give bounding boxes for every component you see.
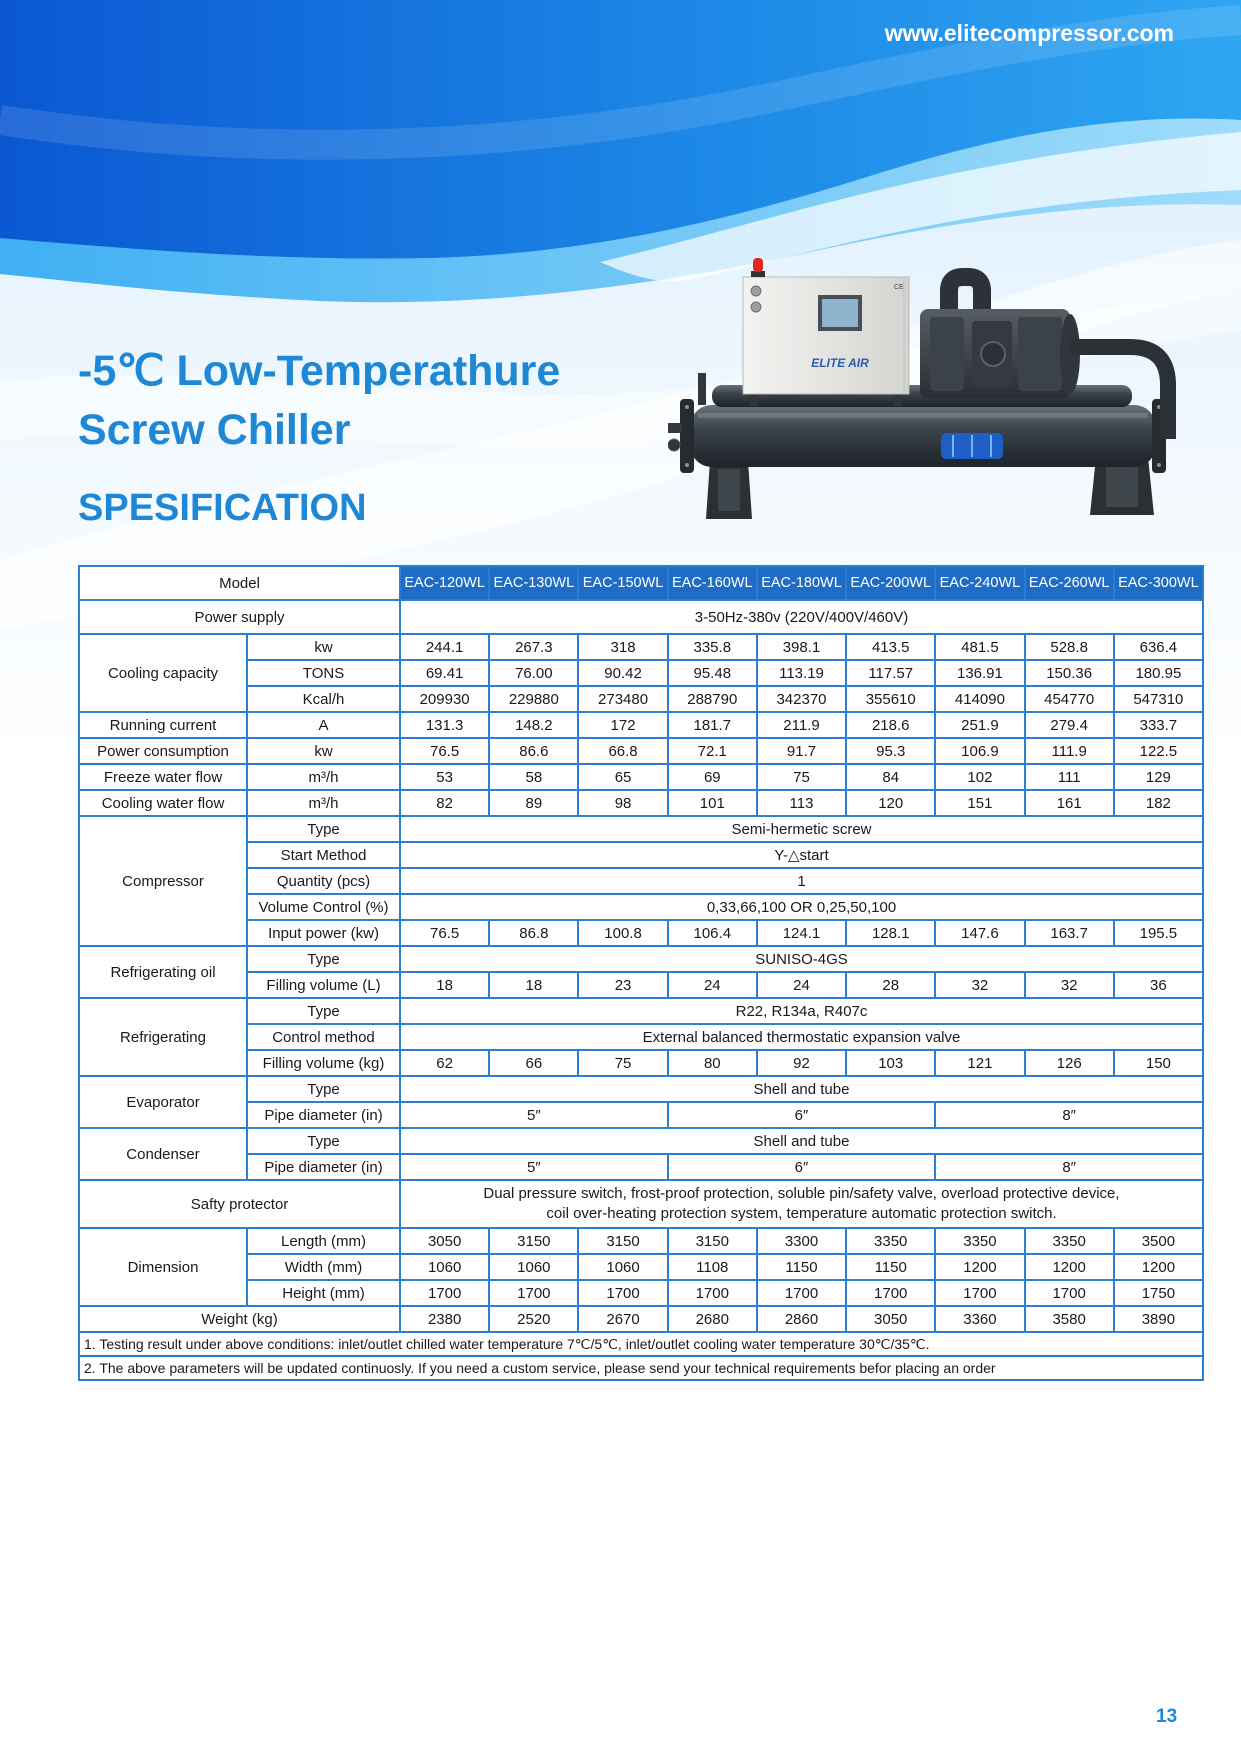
dimension-value: 3350 (846, 1228, 935, 1254)
note-text: 1. Testing result under above conditions: inlet/outlet chilled water temperature 7℃/5℃, inlet/outlet cooling water temperature 30℃/35℃. (79, 1332, 1203, 1356)
model-name: EAC-150WL (578, 566, 667, 600)
compressor-sub-label: Start Method (247, 842, 400, 868)
refrigerating-oil-value: 23 (578, 972, 667, 998)
compressor-value: Y-△start (400, 842, 1203, 868)
weight-label: Weight (kg) (79, 1306, 400, 1332)
evaporator-label: Evaporator (79, 1076, 247, 1128)
condenser-sub-label: Type (247, 1128, 400, 1154)
power-consumption-value: 76.5 (400, 738, 489, 764)
condenser-row (79, 1128, 1203, 1154)
cooling-capacity-value: 335.8 (668, 634, 757, 660)
dimension-value: 1700 (1025, 1280, 1114, 1306)
cooling-capacity-label: Cooling capacity (79, 634, 247, 712)
compressor-value: 76.5 (400, 920, 489, 946)
cooling-capacity-value: 244.1 (400, 634, 489, 660)
cooling-capacity-value: 636.4 (1114, 634, 1203, 660)
dimension-value: 1700 (668, 1280, 757, 1306)
cooling-capacity-value: 273480 (578, 686, 667, 712)
compressor-sub-label: Quantity (pcs) (247, 868, 400, 894)
dimension-value: 3350 (1025, 1228, 1114, 1254)
dimension-value: 1200 (1114, 1254, 1203, 1280)
cooling-capacity-value: 414090 (935, 686, 1024, 712)
cooling-capacity-value: 69.41 (400, 660, 489, 686)
refrigerating-oil-row (79, 946, 1203, 972)
running-current-label: Running current (79, 712, 247, 738)
cooling-capacity-value: 342370 (757, 686, 846, 712)
power-consumption-sub-label: kw (247, 738, 400, 764)
compressor-value: 1 (400, 868, 1203, 894)
freeze-water-flow-value: 58 (489, 764, 578, 790)
running-current-value: 279.4 (1025, 712, 1114, 738)
power-consumption-row (79, 738, 1203, 764)
model-row (79, 566, 1203, 600)
cooling-capacity-value: 136.91 (935, 660, 1024, 686)
power-supply-value: 3-50Hz-380v (220V/400V/460V) (400, 600, 1203, 634)
compressor-sub-label: Input power (kw) (247, 920, 400, 946)
specification-table (78, 565, 1204, 1381)
cooling-water-flow-value: 151 (935, 790, 1024, 816)
dimension-value: 1108 (668, 1254, 757, 1280)
compressor-value: Semi-hermetic screw (400, 816, 1203, 842)
compressor-row (79, 842, 1203, 868)
running-current-value: 218.6 (846, 712, 935, 738)
compressor-label: Compressor (79, 816, 247, 946)
refrigerating-value: 103 (846, 1050, 935, 1076)
cooling-water-flow-value: 82 (400, 790, 489, 816)
refrigerating-sub-label: Type (247, 998, 400, 1024)
model-name: EAC-300WL (1114, 566, 1203, 600)
refrigerating-value: 150 (1114, 1050, 1203, 1076)
safty-protector-label: Safty protector (79, 1180, 400, 1228)
safty-protector-line: coil over-heating protection system, temperature automatic protection switch. (546, 1205, 1057, 1222)
freeze-water-flow-value: 53 (400, 764, 489, 790)
model-name: EAC-240WL (935, 566, 1024, 600)
refrigerating-label: Refrigerating (79, 998, 247, 1076)
compressor-value: 124.1 (757, 920, 846, 946)
evaporator-value: 8″ (935, 1102, 1203, 1128)
compressor-value: 147.6 (935, 920, 1024, 946)
weight-value: 3580 (1025, 1306, 1114, 1332)
cooling-capacity-value: 481.5 (935, 634, 1024, 660)
power-supply-row (79, 600, 1203, 634)
refrigerating-value: 80 (668, 1050, 757, 1076)
page-title-line-1: -5℃ Low-Temperathure (78, 347, 561, 395)
safty-protector-value (400, 1180, 1203, 1228)
evaporator-row (79, 1102, 1203, 1128)
refrigerating-oil-value: 24 (757, 972, 846, 998)
screw-compressor (920, 309, 1080, 399)
cooling-water-flow-value: 120 (846, 790, 935, 816)
cooling-water-flow-row (79, 790, 1203, 816)
power-supply-label: Power supply (79, 600, 400, 634)
refrigerating-value: 66 (489, 1050, 578, 1076)
cooling-capacity-value: 398.1 (757, 634, 846, 660)
specification-table-body (79, 566, 1203, 1380)
running-current-value: 172 (578, 712, 667, 738)
evaporator-value: 5″ (400, 1102, 668, 1128)
running-current-sub-label: A (247, 712, 400, 738)
dimension-value: 1700 (846, 1280, 935, 1306)
cooling-capacity-value: 113.19 (757, 660, 846, 686)
cooling-capacity-value: 288790 (668, 686, 757, 712)
refrigerating-oil-value: 32 (935, 972, 1024, 998)
cooling-capacity-row (79, 660, 1203, 686)
compressor-row (79, 868, 1203, 894)
condenser-row (79, 1154, 1203, 1180)
condenser-sub-label: Pipe diameter (in) (247, 1154, 400, 1180)
freeze-water-flow-value: 75 (757, 764, 846, 790)
cooling-water-flow-value: 161 (1025, 790, 1114, 816)
refrigerating-value: 126 (1025, 1050, 1114, 1076)
chiller-product-image (668, 255, 1183, 525)
running-current-value: 211.9 (757, 712, 846, 738)
dimension-value: 1150 (846, 1254, 935, 1280)
running-current-value: 251.9 (935, 712, 1024, 738)
dimension-value: 3150 (578, 1228, 667, 1254)
power-consumption-value: 91.7 (757, 738, 846, 764)
refrigerating-oil-sub-label: Filling volume (L) (247, 972, 400, 998)
refrigerating-value: 121 (935, 1050, 1024, 1076)
ce-mark: CE (894, 284, 904, 291)
weight-value: 3360 (935, 1306, 1024, 1332)
model-label: Model (79, 566, 400, 600)
compressor-value: 100.8 (578, 920, 667, 946)
freeze-water-flow-sub-label: m³/h (247, 764, 400, 790)
cooling-capacity-sub-label: kw (247, 634, 400, 660)
freeze-water-flow-value: 65 (578, 764, 667, 790)
note-row (79, 1356, 1203, 1380)
running-current-value: 181.7 (668, 712, 757, 738)
weight-row (79, 1306, 1203, 1332)
compressor-row (79, 894, 1203, 920)
power-consumption-value: 86.6 (489, 738, 578, 764)
condenser-value: Shell and tube (400, 1128, 1203, 1154)
cooling-water-flow-value: 101 (668, 790, 757, 816)
condenser-value: 6″ (668, 1154, 936, 1180)
refrigerating-oil-label: Refrigerating oil (79, 946, 247, 998)
compressor-row (79, 816, 1203, 842)
refrigerating-oil-row (79, 972, 1203, 998)
refrigerating-oil-value: 36 (1114, 972, 1203, 998)
selector-knob (751, 302, 761, 312)
cooling-water-flow-value: 89 (489, 790, 578, 816)
dimension-value: 3150 (668, 1228, 757, 1254)
compressor-sub-label: Type (247, 816, 400, 842)
cooling-capacity-row (79, 634, 1203, 660)
cooling-capacity-value: 95.48 (668, 660, 757, 686)
running-current-value: 148.2 (489, 712, 578, 738)
weight-value: 3050 (846, 1306, 935, 1332)
refrigerating-value: 75 (578, 1050, 667, 1076)
weight-value: 2860 (757, 1306, 846, 1332)
note-text: 2. The above parameters will be updated continuosly. If you need a custom service, please send your technical requirements befor placing an order (79, 1356, 1203, 1380)
dimension-value: 3150 (489, 1228, 578, 1254)
section-title: SPESIFICATION (78, 487, 367, 529)
dimension-value: 3350 (935, 1228, 1024, 1254)
cooling-water-flow-value: 113 (757, 790, 846, 816)
compressor-row (79, 920, 1203, 946)
model-name: EAC-260WL (1025, 566, 1114, 600)
dimension-value: 1200 (935, 1254, 1024, 1280)
cooling-capacity-value: 90.42 (578, 660, 667, 686)
dimension-sub-label: Height (mm) (247, 1280, 400, 1306)
website-url: www.elitecompressor.com (884, 20, 1174, 46)
cooling-capacity-value: 454770 (1025, 686, 1114, 712)
evaporator-value: Shell and tube (400, 1076, 1203, 1102)
freeze-water-flow-value: 69 (668, 764, 757, 790)
dimension-value: 1060 (578, 1254, 667, 1280)
compressor-value: 163.7 (1025, 920, 1114, 946)
dimension-value: 3500 (1114, 1228, 1203, 1254)
power-consumption-value: 72.1 (668, 738, 757, 764)
page-title-line-2: Screw Chiller (78, 406, 351, 454)
power-consumption-value: 122.5 (1114, 738, 1203, 764)
model-name: EAC-180WL (757, 566, 846, 600)
refrigerating-row (79, 998, 1203, 1024)
compressor-value: 106.4 (668, 920, 757, 946)
safty-protector-line: Dual pressure switch, frost-proof protection, soluble pin/safety valve, overload protective device, (483, 1185, 1120, 1202)
model-name: EAC-120WL (400, 566, 489, 600)
evaporator-sub-label: Type (247, 1076, 400, 1102)
cooling-capacity-value: 76.00 (489, 660, 578, 686)
power-consumption-value: 106.9 (935, 738, 1024, 764)
control-cabinet (743, 277, 909, 406)
refrigerating-value: External balanced thermostatic expansion valve (400, 1024, 1203, 1050)
dimension-value: 1750 (1114, 1280, 1203, 1306)
dimension-row (79, 1254, 1203, 1280)
cooling-water-flow-value: 182 (1114, 790, 1203, 816)
compressor-sub-label: Volume Control (%) (247, 894, 400, 920)
refrigerating-oil-sub-label: Type (247, 946, 400, 972)
cooling-capacity-value: 180.95 (1114, 660, 1203, 686)
dimension-value: 1200 (1025, 1254, 1114, 1280)
cooling-capacity-row (79, 686, 1203, 712)
model-name: EAC-160WL (668, 566, 757, 600)
warning-beacon (751, 258, 765, 277)
dimension-label: Dimension (79, 1228, 247, 1306)
dimension-value: 3300 (757, 1228, 846, 1254)
page-number: 13 (1156, 1706, 1178, 1727)
dimension-row (79, 1228, 1203, 1254)
compressor-value: 195.5 (1114, 920, 1203, 946)
freeze-water-flow-value: 84 (846, 764, 935, 790)
weight-value: 2380 (400, 1306, 489, 1332)
refrigerating-row (79, 1050, 1203, 1076)
refrigerating-oil-value: 18 (400, 972, 489, 998)
model-name: EAC-130WL (489, 566, 578, 600)
cooling-capacity-value: 229880 (489, 686, 578, 712)
power-consumption-value: 111.9 (1025, 738, 1114, 764)
condenser-label: Condenser (79, 1128, 247, 1180)
dimension-value: 3050 (400, 1228, 489, 1254)
dimension-value: 1700 (578, 1280, 667, 1306)
dimension-sub-label: Length (mm) (247, 1228, 400, 1254)
cooling-capacity-value: 413.5 (846, 634, 935, 660)
cooling-capacity-value: 547310 (1114, 686, 1203, 712)
compressor-value: 86.8 (489, 920, 578, 946)
power-consumption-value: 66.8 (578, 738, 667, 764)
cooling-capacity-sub-label: TONS (247, 660, 400, 686)
freeze-water-flow-value: 129 (1114, 764, 1203, 790)
weight-value: 3890 (1114, 1306, 1203, 1332)
refrigerating-value: 62 (400, 1050, 489, 1076)
power-consumption-value: 95.3 (846, 738, 935, 764)
compressor-value: 128.1 (846, 920, 935, 946)
model-name: EAC-200WL (846, 566, 935, 600)
cooling-capacity-value: 528.8 (1025, 634, 1114, 660)
refrigerating-value: 92 (757, 1050, 846, 1076)
condenser-value: 5″ (400, 1154, 668, 1180)
dimension-value: 1700 (757, 1280, 846, 1306)
freeze-water-flow-value: 102 (935, 764, 1024, 790)
flow-switch (941, 433, 1003, 459)
dimension-row (79, 1280, 1203, 1306)
cooling-water-flow-value: 98 (578, 790, 667, 816)
dimension-value: 1060 (400, 1254, 489, 1280)
brand-logo: ELITE AIR (811, 356, 869, 370)
refrigerating-oil-value: 24 (668, 972, 757, 998)
note-row (79, 1332, 1203, 1356)
cooling-capacity-sub-label: Kcal/h (247, 686, 400, 712)
cooling-capacity-value: 355610 (846, 686, 935, 712)
refrigerating-oil-value: 32 (1025, 972, 1114, 998)
cooling-capacity-value: 267.3 (489, 634, 578, 660)
freeze-water-flow-value: 111 (1025, 764, 1114, 790)
weight-value: 2520 (489, 1306, 578, 1332)
dimension-value: 1150 (757, 1254, 846, 1280)
evaporator-value: 6″ (668, 1102, 936, 1128)
cooling-water-flow-label: Cooling water flow (79, 790, 247, 816)
cooling-capacity-value: 209930 (400, 686, 489, 712)
compressor-value: 0,33,66,100 OR 0,25,50,100 (400, 894, 1203, 920)
refrigerating-sub-label: Control method (247, 1024, 400, 1050)
cooling-water-flow-sub-label: m³/h (247, 790, 400, 816)
dimension-value: 1700 (489, 1280, 578, 1306)
refrigerating-oil-value: SUNISO-4GS (400, 946, 1203, 972)
refrigerating-oil-value: 28 (846, 972, 935, 998)
refrigerating-value: R22, R134a, R407c (400, 998, 1203, 1024)
refrigerating-sub-label: Filling volume (kg) (247, 1050, 400, 1076)
freeze-water-flow-label: Freeze water flow (79, 764, 247, 790)
running-current-row (79, 712, 1203, 738)
running-current-value: 131.3 (400, 712, 489, 738)
dimension-sub-label: Width (mm) (247, 1254, 400, 1280)
power-consumption-label: Power consumption (79, 738, 247, 764)
refrigerating-oil-value: 18 (489, 972, 578, 998)
dimension-value: 1060 (489, 1254, 578, 1280)
freeze-water-flow-row (79, 764, 1203, 790)
weight-value: 2680 (668, 1306, 757, 1332)
evaporator-sub-label: Pipe diameter (in) (247, 1102, 400, 1128)
weight-value: 2670 (578, 1306, 667, 1332)
refrigerating-row (79, 1024, 1203, 1050)
safty-protector-row (79, 1180, 1203, 1228)
condenser-shell (690, 405, 1156, 467)
cooling-capacity-value: 318 (578, 634, 667, 660)
cooling-capacity-value: 117.57 (846, 660, 935, 686)
dimension-value: 1700 (935, 1280, 1024, 1306)
cooling-capacity-value: 150.36 (1025, 660, 1114, 686)
condenser-value: 8″ (935, 1154, 1203, 1180)
running-current-value: 333.7 (1114, 712, 1203, 738)
evaporator-row (79, 1076, 1203, 1102)
dimension-value: 1700 (400, 1280, 489, 1306)
selector-knob (751, 286, 761, 296)
